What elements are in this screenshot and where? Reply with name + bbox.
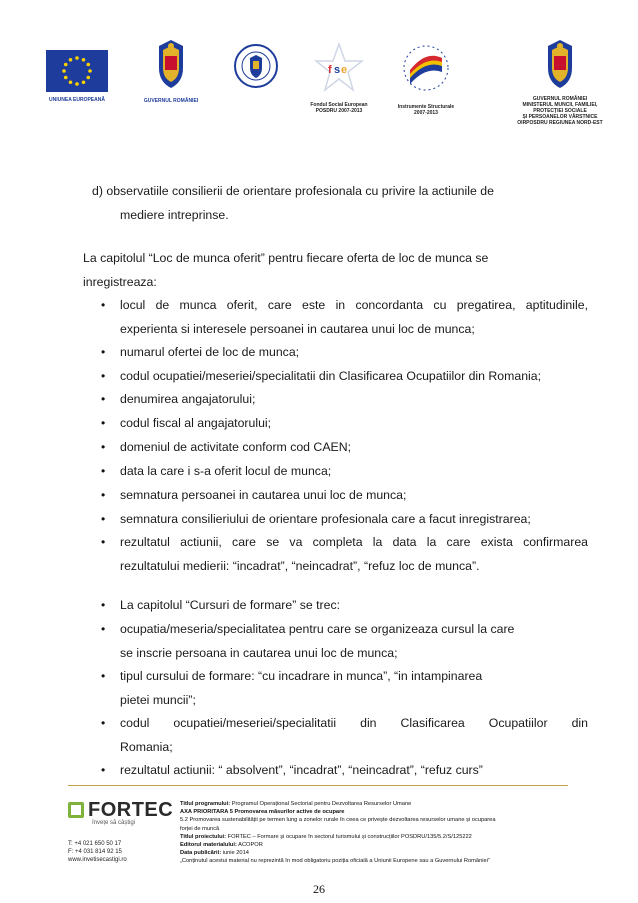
item-d-line-1: d) observatiile consilierii de orientare profesionala cu privire la actiunile de [92,184,494,198]
bullet-icon: • [101,416,106,430]
fse-caption-2: POSDRU 2007-2013 [315,108,363,114]
instrumente-caption-1: Instrumente Structurale [397,104,455,110]
project-line-text: ACOPOR [236,842,263,849]
fortec-logo [68,799,173,826]
list-item-line: se inscrie persoana in cautarea unui loc de munca; [120,646,398,660]
project-line-text: FORTEC – Formare și ocupare în sectorul turismului și construcțiilor POSDRU/135/5.2/S/125222 [226,833,472,840]
list-item-line: codul fiscal al angajatorului; [120,416,272,430]
list-item-line: Romania; [120,740,173,754]
eu-flag-icon [46,50,108,92]
project-line [180,841,580,849]
page-number: 26 [313,882,325,896]
project-line-label: Titlul programului: [180,801,231,807]
eu-star-icon [64,63,68,67]
bullet-icon: • [101,512,106,526]
instrumente-logo [386,44,466,116]
fortec-name: FORTEC [88,799,174,821]
list-item-line: tipul cursului de formare: “cu incadrare in munca”, “in intampinarea [120,669,483,683]
project-line-label: Data publicării: [180,850,222,857]
instrumente-caption-2: 2007-2013 [414,110,438,116]
list-item-line: rezultatul actiunii, care se va completa la data la care exista confirmarea [120,535,588,549]
list-item-line: experienta si interesele persoanei in cautarea unui loc de munca; [120,322,475,336]
eu-star-icon [75,82,79,86]
bullet-icon: • [101,440,106,454]
svg-text:f: f [328,64,332,76]
eu-star-icon [82,80,86,84]
eu-star-icon [86,76,90,80]
project-line [180,857,580,865]
intro-line-1: La capitolul “Loc de munca oferit” pentru fiecare oferta de loc de munca se [83,251,489,265]
bullet-icon: • [101,535,106,549]
list-item-line: locul de munca oferit, care este in concordanta cu pregatirea, aptitudinile, [120,298,588,312]
eu-star-icon [88,69,92,73]
list-item-line: semnatura persoanei in cautarea unui loc de munca; [120,488,407,502]
project-line [180,825,580,833]
ministry-seal-icon [234,44,278,88]
project-line-label: AXA PRIORITARA 5 Promovarea măsurilor active de ocupare [180,809,345,816]
contact-fax: F: +4 031 814 92 15 [68,849,122,855]
contact-info [68,840,127,864]
eu-star-icon [82,58,86,62]
ministerul-logo [500,38,620,126]
bullet-icon: • [101,669,106,683]
list-item-line: numarul ofertei de loc de munca; [120,345,300,359]
eu-star-icon [69,58,73,62]
eu-logo [44,50,110,103]
list-item-line: pietei muncii”; [120,693,196,707]
list-item-line: rezultatului medierii: “incadrat”, “neincadrat”, “refuz loc de munca”. [120,559,480,573]
bullet-icon: • [101,298,106,312]
footer-rule [68,785,568,786]
project-line-label: Titlul proiectului: [180,833,227,840]
list-item-line: ocupatia/meseria/specialitatea pentru care se organizeaza cursul la care [120,622,515,636]
romania-crest-2-icon [542,38,578,90]
bullet-icon: • [101,598,106,612]
svg-text:s: s [334,64,341,76]
gov-logo [138,38,204,104]
list-item-line: codul ocupatiei/meseriei/specialitatii din Clasificarea Ocupatiilor din [120,716,588,730]
instrumente-icon [402,44,450,94]
list-item-line: data la care i s-a oferit locul de munca; [120,464,332,478]
bullet-icon: • [101,716,106,730]
gov-caption: GUVERNUL ROMÂNIEI [143,98,199,104]
project-line [180,849,580,857]
ministerul-caption-5: OIRPOSDRU REGIUNEA NORD-EST [517,120,603,126]
fortec-tagline: învețe să câștigi [92,820,136,826]
list-item-line: La capitolul “Cursuri de formare” se trec: [120,598,341,612]
project-line-text: „Conținutul acestui material nu reprezintă în mod obligatoriu poziția oficială a Uniunii Europene sau a Guvernului României” [180,858,490,865]
list-item-line: codul ocupatiei/meseriei/specialitatii din Clasificarea Ocupatiilor din Romania; [120,369,542,383]
svg-text:e: e [341,64,348,76]
project-line-text: iunie 2014 [221,850,249,857]
fse-logo [298,42,380,114]
ministerul-caption-3: PROTECȚIEI SOCIALE [533,108,587,114]
fse-star-icon [314,42,364,94]
project-line-text: Programul Operațional Sectorial pentru Dezvoltarea Resurselor Umane [230,801,412,807]
bullet-icon: • [101,488,106,502]
bullet-icon: • [101,622,106,636]
project-line-label: Editorul materialului: [180,842,237,849]
list-item-line: semnatura consilieriului de orientare profesionala care a facut inregistrarea; [120,512,531,526]
project-line [180,800,580,808]
project-line [180,833,580,841]
contact-phone: T: +4 021 650 50 17 [68,841,122,847]
bullet-icon: • [101,464,106,478]
project-line [180,808,580,816]
list-item-line: denumirea angajatorului; [120,392,256,406]
bullet-icon: • [101,763,106,777]
eu-star-icon [62,69,66,73]
ministerul-caption-4: ȘI PERSOANELOR VÂRSTNICE [522,114,598,120]
project-line [180,816,580,824]
project-info [180,800,580,866]
fortec-mark-icon [68,802,84,818]
eu-star-icon [75,56,79,60]
project-line-text: forței de muncă [180,825,220,832]
eu-star-icon [86,63,90,67]
eu-star-icon [64,76,68,80]
eu-star-icon [69,80,73,84]
eu-caption: UNIUNEA EUROPEANĂ [49,97,105,103]
ministry-seal-logo [234,44,278,88]
header-logos [30,38,620,148]
project-line-text: 5.2 Promovarea sustenabilității pe termen lung a zonelor rurale în ceea ce privește dezvoltarea resurselor umane și ocuparea [180,817,496,824]
item-d-line-2: mediere intreprinse. [120,208,229,222]
bullet-icon: • [101,369,106,383]
bullet-icon: • [101,345,106,359]
ministerul-caption-1: GUVERNUL ROMÂNIEI [532,96,588,102]
list-item-line: rezultatul actiunii: “ absolvent”, “incadrat”, “neincadrat”, “refuz curs” [120,763,483,777]
ministerul-caption-2: MINISTERUL MUNCII, FAMILIEI, [522,102,598,108]
romania-crest-icon [153,38,189,90]
intro-line-2: inregistreaza: [83,275,157,289]
list-item-line: domeniul de activitate conform cod CAEN; [120,440,352,454]
bullet-icon: • [101,392,106,406]
fse-caption-1: Fondul Social European [310,102,368,108]
contact-website[interactable]: www.invetisecastigi.ro [68,857,127,863]
